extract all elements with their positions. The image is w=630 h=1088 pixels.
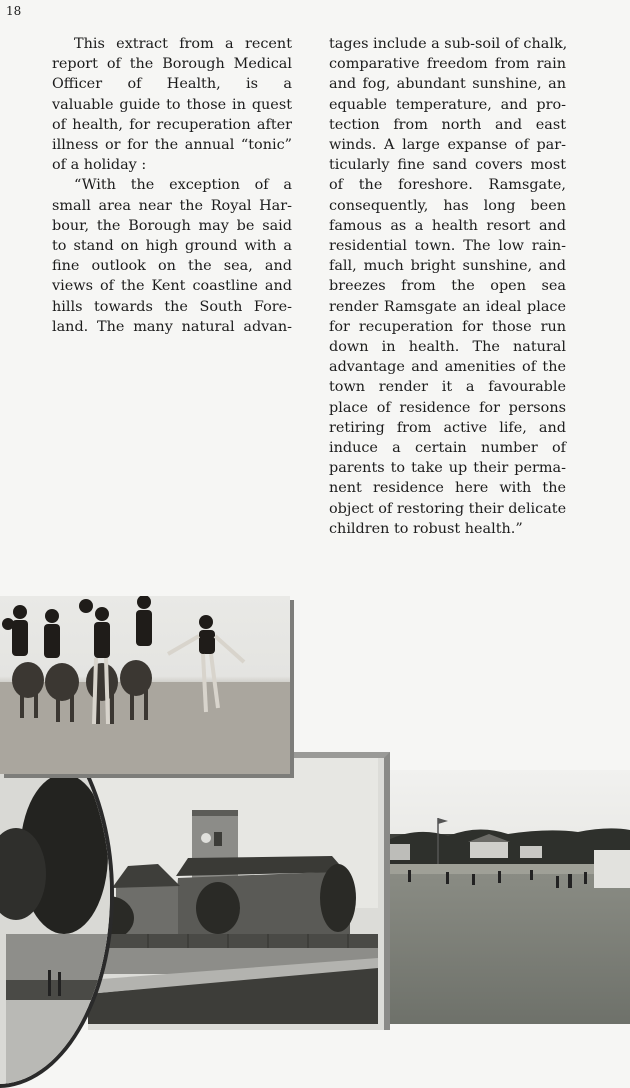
left-column-line: of health, for recuperation after	[52, 116, 292, 133]
right-column-line: retiring from active life, and	[329, 419, 566, 436]
left-text-column	[52, 34, 292, 337]
left-column-line: “With the exception of a	[74, 177, 292, 194]
right-column-line: town render it a favourable	[329, 379, 566, 396]
left-column-line: Officer of Health, is a	[52, 76, 292, 93]
right-column-line: induce a certain number of	[329, 440, 566, 457]
right-column-line: ticularly fine sand covers most	[329, 157, 566, 174]
right-column-line: for recuperation for those run	[329, 318, 566, 335]
right-column-line: parents to take up their perma-	[329, 460, 566, 477]
left-column-line: report of the Borough Medical	[52, 56, 292, 73]
right-column-line: equable temperature, and pro-	[329, 96, 566, 113]
right-column-line: down in health. The natural	[329, 339, 566, 356]
left-column-line: views of the Kent coastline and	[52, 278, 292, 295]
left-column-line: valuable guide to those in quest	[52, 96, 292, 113]
left-column-line: of a holiday :	[52, 157, 147, 174]
right-column-line: fall, much bright sunshine, and	[329, 258, 566, 275]
beach-donkeys-photo	[0, 596, 290, 774]
right-column-line: object of restoring their delicate	[329, 500, 567, 517]
right-column-line: and fog, abundant sunshine, an	[329, 76, 566, 93]
right-column-line: famous as a health resort and	[329, 217, 566, 234]
left-column-line: small area near the Royal Har-	[52, 197, 292, 214]
right-column-line: place of residence for persons	[329, 399, 566, 416]
right-column-line: children to robust health.”	[329, 520, 523, 537]
left-column-line: land. The many natural advan-	[52, 318, 292, 335]
sports-field-photo	[388, 770, 630, 1024]
right-column-line: render Ramsgate an ideal place	[329, 298, 566, 315]
right-column-line: tages include a sub-soil of chalk,	[329, 36, 568, 52]
left-column-line: fine outlook on the sea, and	[52, 258, 292, 275]
right-column-line: advantage and amenities of the	[329, 359, 566, 376]
right-column-line: breezes from the open sea	[329, 278, 566, 295]
right-column-line: of the foreshore. Ramsgate,	[329, 177, 566, 194]
right-column-line: tection from north and east	[329, 116, 566, 133]
page-number: 18	[6, 4, 22, 18]
right-column-line: residential town. The low rain-	[329, 238, 566, 255]
right-column-line: comparative freedom from rain	[329, 56, 566, 73]
left-column-line: hills towards the South Fore-	[52, 298, 292, 315]
right-column-line: winds. A large expanse of par-	[329, 137, 566, 154]
right-text-column	[329, 34, 566, 539]
right-column-line: nent residence here with the	[329, 480, 566, 497]
left-column-line: to stand on high ground with a	[52, 238, 292, 255]
right-column-line: consequently, has long been	[329, 197, 566, 214]
left-column-line: illness or for the annual “tonic”	[52, 137, 292, 154]
left-column-line: bour, the Borough may be said	[52, 217, 292, 234]
church-photo	[88, 752, 390, 1030]
left-column-line: This extract from a recent	[74, 36, 292, 52]
